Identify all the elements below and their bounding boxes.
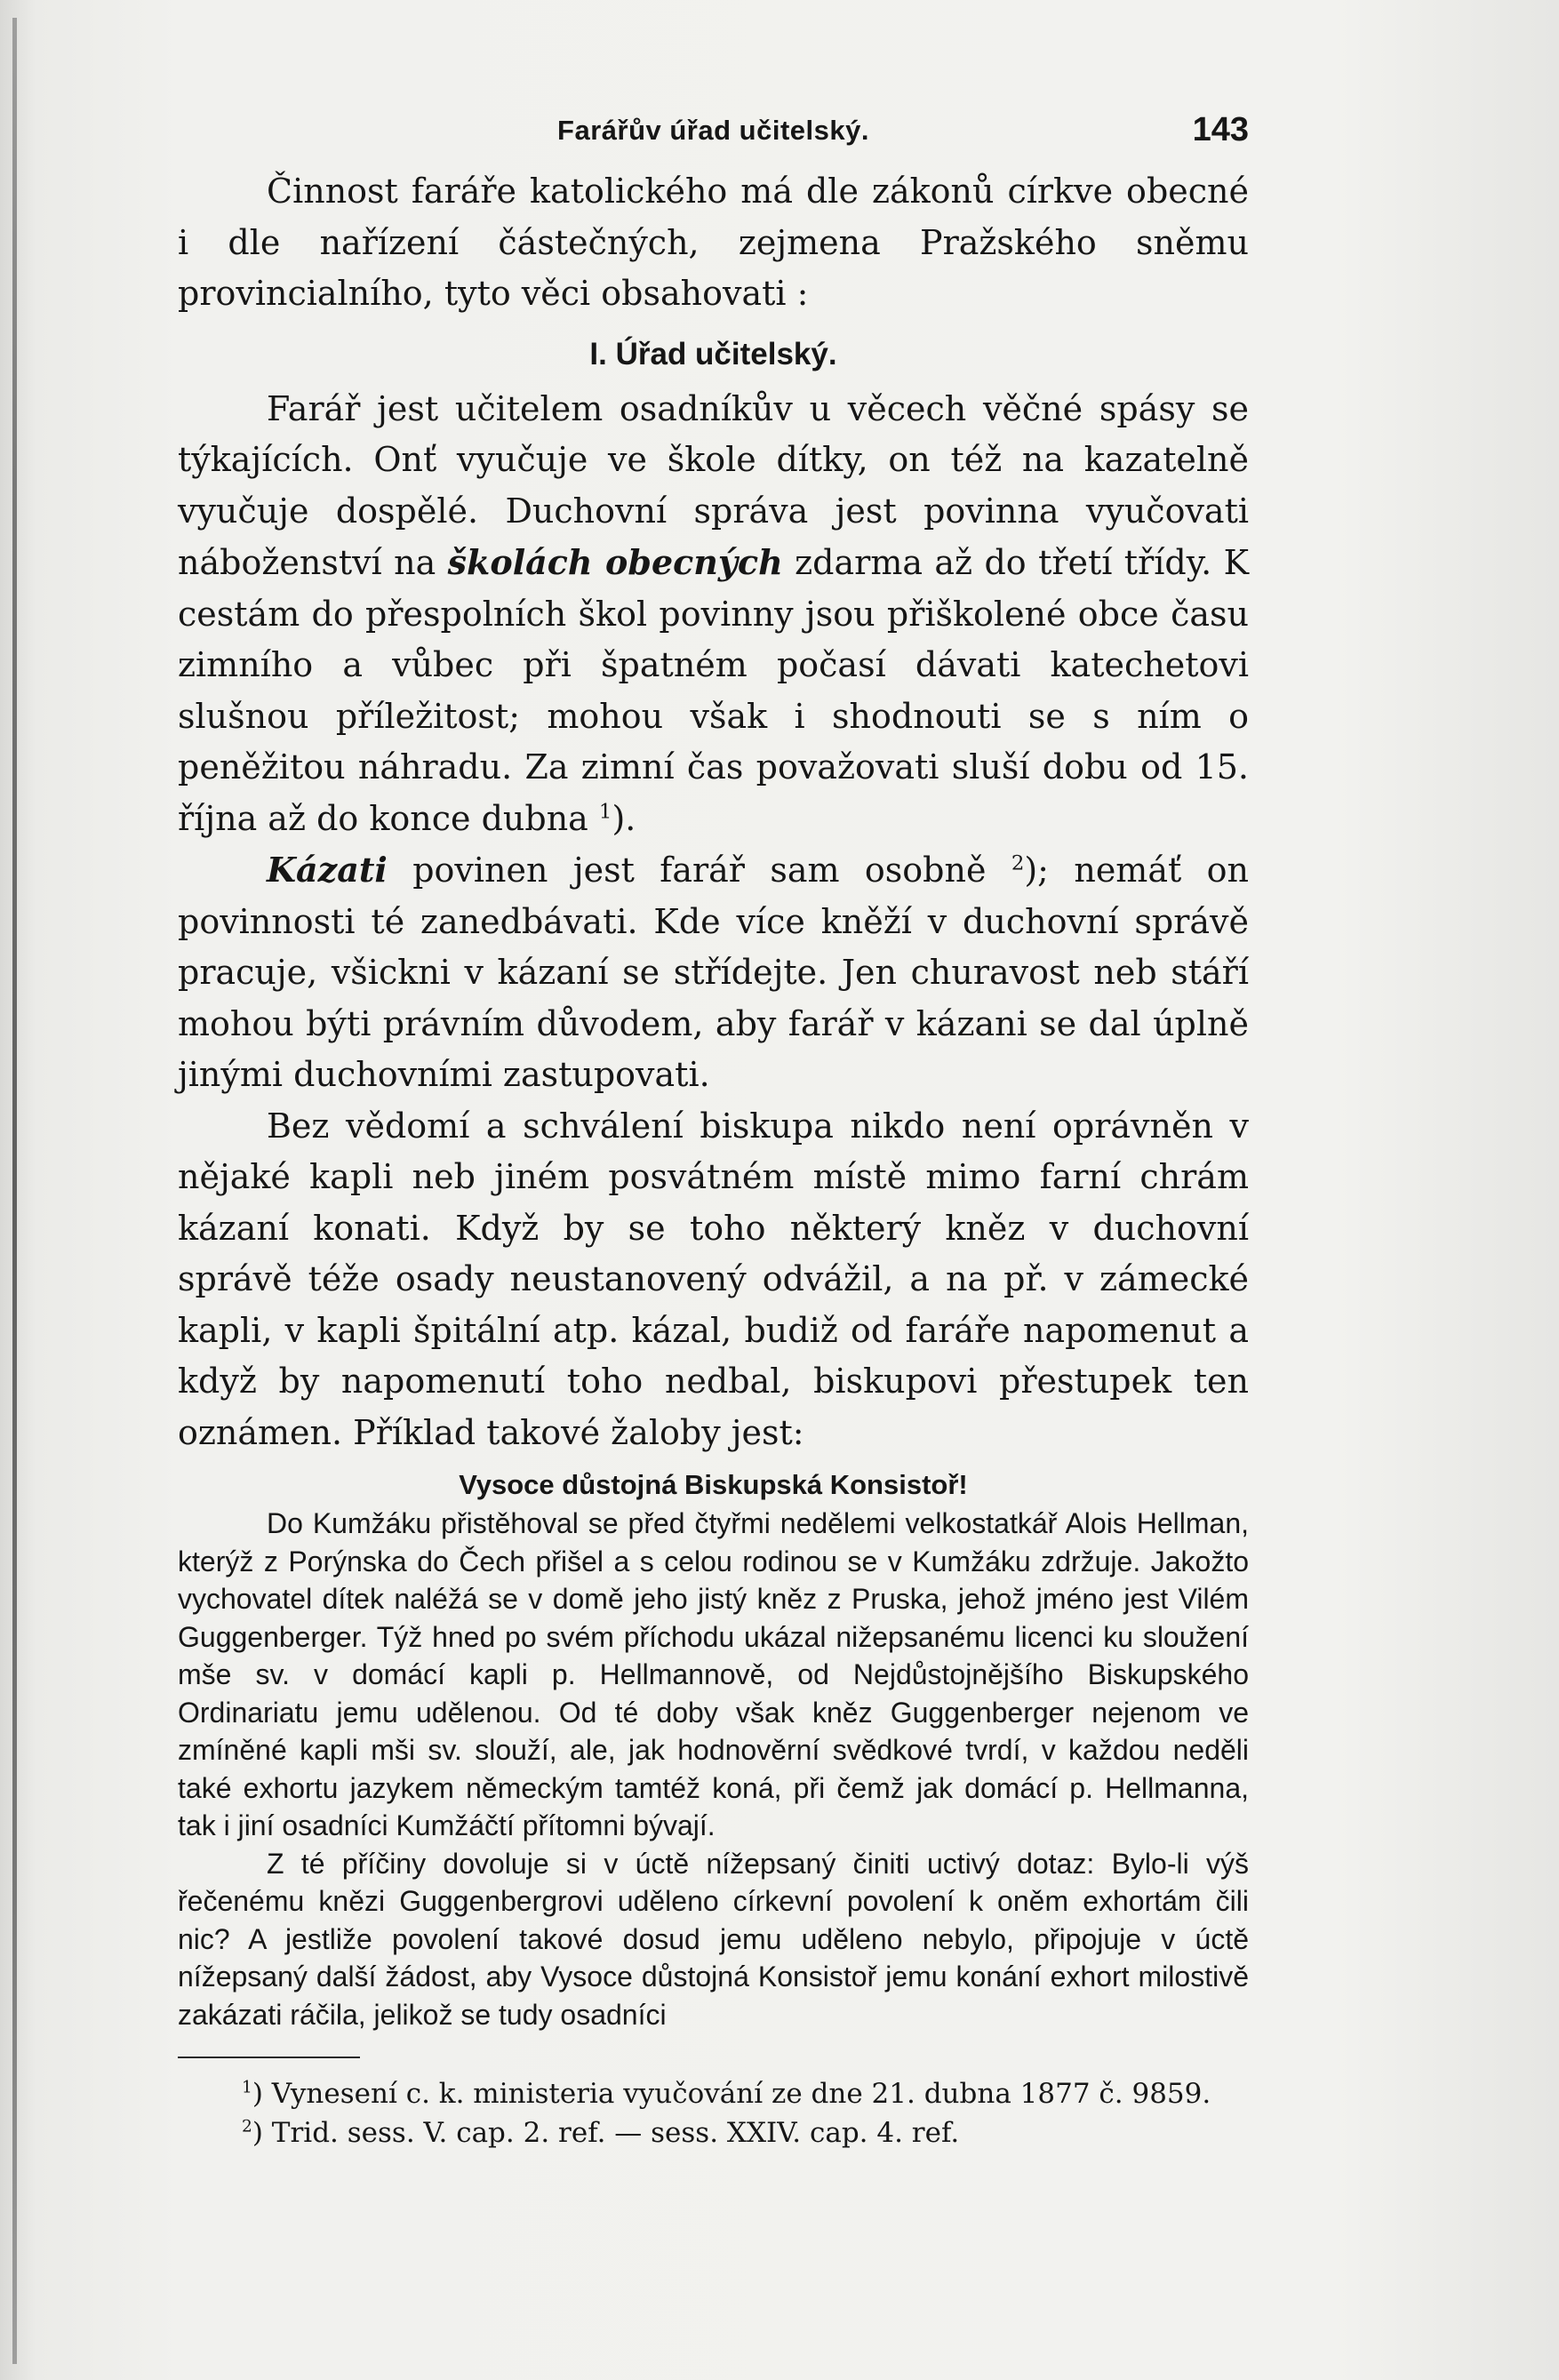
running-title: Farářův úřad učitelský.: [557, 115, 869, 146]
binding-edge: [12, 18, 17, 2364]
footnote-text-2: ) Trid. sess. V. cap. 2. ref. — sess. XXIV. cap. 4. ref.: [252, 2117, 960, 2149]
footnote-ref-1: 1: [598, 799, 612, 823]
letter-paragraph-2: Z té příčiny dovoluje si v úctě nížepsaný činiti uctivý dotaz: Bylo-li výš řečenému knězi Guggenbergrovi uděleno církevní povolení k oněm exhortám čili nic? A jestliže povolení takové dosud jemu uděleno nebylo, připojuje v úctě nížepsaný další žádost, aby Vysoce důstojná Konsistoř jemu konání exhort milostivě zakázati ráčila, jelikož se tudy osadníci: [178, 1847, 1249, 2031]
section-heading: I. Úřad učitelský.: [589, 336, 837, 371]
footnote-1: [242, 2074, 1249, 2113]
paragraph-preaching-end: ); nemáť on povinnosti té zanedbávati. Kde více kněží v duchovní správě pracuje, všickni v kázaní se střídejte. Jen churavost neb stáří mohou býti právním důvodem, aby farář v kázani se dal úplně jinými duchovními zastupovati.: [178, 851, 1249, 1094]
paragraph-teaching: [178, 384, 1249, 845]
running-head: [178, 111, 1249, 164]
footnote-mark-1: 1: [242, 2078, 252, 2097]
footnote-text-1: ) Vynesení c. k. ministeria vyučování ze dne 21. dubna 1877 č. 9859.: [252, 2078, 1211, 2110]
paragraph-preaching: [178, 844, 1249, 1101]
paragraph-preaching-start: povinen jest farář sam osobně: [387, 851, 987, 890]
footnote-2: [242, 2113, 1249, 2152]
italic-kazati: Kázati: [267, 850, 388, 890]
page-number: 143: [1192, 111, 1249, 148]
italic-schools: školách obecných: [447, 542, 783, 582]
footnote-rule: [178, 2057, 360, 2058]
page-text: [178, 111, 1249, 2152]
footnote-mark-2: 2: [242, 2117, 252, 2136]
footnote-ref-2: 2: [1011, 851, 1025, 875]
letter-salutation: Vysoce důstojná Biskupská Konsistoř!: [459, 1469, 968, 1500]
paragraph-teaching-start: Farář jest učitelem osadníkův u věcech věčné spásy se týkajících. Onť vyučuje ve škole dítky, on též na kazatelně vyučuje dospělé. Duchovní správa jest povinna vyučovati náboženství na: [178, 388, 1249, 582]
letter-paragraph-1: Do Kumžáku přistěhoval se před čtyřmi nedělemi velkostatkář Alois Hellman, kterýž z Porýnska do Čech přišel a s celou rodinou se v Kumžáku zdržuje. Jakožto vychovatel dítek naléžá se v domě jeho jistý kněz z Pruska, jehož jméno jest Vilém Guggenberger. Týž hned po svém příchodu ukázal nižepsanému licenci ku sloužení mše sv. v domácí kapli p. Hellmannově, od Nejdůstojnějšího Biskupského Ordinariatu jemu udělenou. Od té doby však kněz Guggenberger nejenom ve zmíněné kapli mši sv. slouží, ale, jak hodnověrní svědkové tvrdí, v každou neděli také exhortu jazykem německým tamtéž koná, při čemž jak domácí p. Hellmanna, tak i jiní osadníci Kumžáčtí přítomni bývají.: [178, 1507, 1249, 1841]
paragraph-teaching-end: zdarma až do třetí třídy. K cestám do přespolních škol povinny jsou přiškolené obce času zimního a vůbec při špatném počasí dávati katechetovi slušnou příležitost; mohou však i shodnouti se s ním o peněžitou náhradu. Za zimní čas považovati sluší dobu od 15. října až do konce dubna: [178, 543, 1249, 838]
paragraph-teaching-tail: ).: [612, 798, 636, 838]
paragraph-permission: Bez vědomí a schválení biskupa nikdo není oprávněn v nějaké kapli neb jiném posvátném místě mimo farní chrám kázaní konati. Když by se toho některý kněz v duchovní správě téže osady neustanovený odvážil, a na př. v zámecké kapli, v kapli špitální atp. kázal, budiž od faráře napomenut a když by napomenutí toho nedbal, biskupovi přestupek ten oznámen. Příklad takové žaloby jest:: [178, 1106, 1249, 1452]
intro-paragraph: Činnost faráře katolického má dle zákonů církve obecné i dle nařízení částečných, zejmena Pražského sněmu provincialního, tyto věci obsahovati :: [178, 172, 1249, 313]
